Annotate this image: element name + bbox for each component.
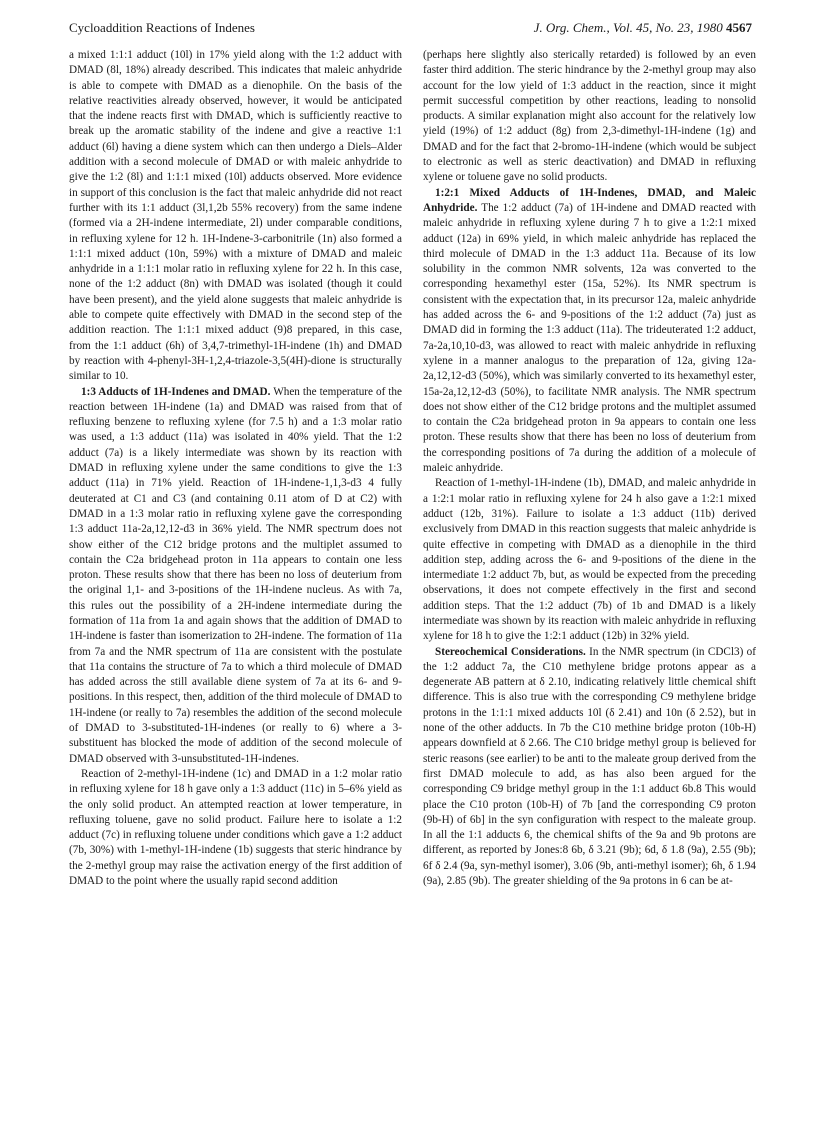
page-header: [69, 20, 752, 42]
paragraph: Reaction of 2-methyl-1H-indene (1c) and DMAD in a 1:2 molar ratio in refluxing xylene for 18 h gave only a 1:3 adduct (11c) in 5–6% yield as the only solid product. An attempted reaction at lower temperature, in refluxing toluene, gave no solid product. Failure here to isolate a 1:2 adduct (7c) in refluxing toluene under conditions which gave a 1:2 adduct (7b, 30%) with 1-methyl-1H-indene (1b) suggests that steric hindrance by the 2-methyl group may raise the activation energy of the first addition of DMAD to the point where the usually rapid second addition: [69, 767, 402, 888]
running-title: Cycloaddition Reactions of Indenes: [69, 20, 255, 35]
section-paragraph: [423, 645, 756, 890]
paragraph-text: In the NMR spectrum (in CDCl3) of the 1:2 adduct 7a, the C10 methylene bridge protons appear as a degenerate AB pattern at δ 2.10, indicating relatively little chemical shift difference. This is also true with the corresponding C9 methylene bridge protons in the 1:1:1 mixed adducts 10l (δ 2.41) and 10n (δ 2.52), but in none of the other adducts. In 7b the C10 methine bridge proton (10b-H) appears downfield at δ 2.66. The C10 bridge methyl group is believed for steric reasons (see earlier) to be anti to the maleate group derived from the first DMAD molecule to add, as has also been argued for the corresponding C9 bridge methyl group in the 1:1 adduct 6b.8 This would place the C10 proton (10b-H) of 7b [and the corresponding C9 proton (9b-H) of 6b] in the syn configuration with respect to the maleate group. In all the 1:1 adducts 6, the chemical shifts of the 9a and 9b protons are different, as reported by Jones:8 6b, δ 3.21 (9b); 6d, δ 1.8 (9a), 2.55 (9b); 6f δ 2.4 (9a, syn-methyl isomer), 3.06 (9b, anti-methyl isomer); 6h, δ 1.94 (9a), 2.85 (9b). The greater shielding of the 9a protons in 6 can be at-: [423, 645, 757, 888]
section-heading: 1:3 Adducts of 1H-Indenes and DMAD.: [81, 385, 271, 398]
left-column: [69, 48, 402, 889]
section-paragraph: [423, 186, 756, 477]
paragraph: Reaction of 1-methyl-1H-indene (1b), DMAD, and maleic anhydride in a 1:2:1 molar ratio in refluxing xylene for 24 h also gave a 1:2:1 mixed adduct (12b, 31%). Failure to isolate a 1:3 adduct (11b) derived exclusively from DMAD in this reaction suggests that maleic anhydride is quite effective in competing with DMAD as a dienophile in the third addition step, adding across the 6- and 9-positions of the diene in the intermediate 1:2 adduct 7b, but, as would be expected from the preceding observations, it does not compete effectively in the first and second addition steps. That the 1:2 adduct (7b) of 1b and DMAD is a likely intermediate was shown by its reaction with maleic anhydride in refluxing xylene for 18 h to give the 1:2:1 adduct (12b) in 32% yield.: [423, 477, 756, 643]
right-column: [423, 48, 756, 889]
paragraph-text: When the temperature of the reaction between 1H-indene (1a) and DMAD was raised from that of refluxing benzene to refluxing xylene (for 7.5 h) and a 1:3 molar ratio was used, a 1:3 adduct (11a) was isolated in 40% yield. That the 1:2 adduct (7a) is a likely intermediate was shown by its reaction with DMAD in refluxing xylene under the same conditions to give the 1:3 adduct (11a) in 71% yield. Reaction of 1H-indene-1,1,3-d3 4 fully deuterated at C1 and C3 (and containing 0.11 atom of D at C2) with DMAD in a 1:3 molar ratio in refluxing xylene gave the corresponding 1:3 adduct 11a-2a,12,12-d3 in 36% yield. The NMR spectrum does not show either of the C12 bridge protons and the multiplet assumed to contain the C2a bridgehead proton in 11a appears to contain one less proton. These results show that there has been no loss of deuterium from the original 1,1- and 3-positions of the 1H-indene nucleus. As with 7a, this rules out the possibility of a 2H-indene intermediate during the formation of 11a from 1a and again shows that the addition of DMAD to 1H-indene is faster than isomerization to 2H-indene. The formation of 11a from 7a and the NMR spectrum of 11a are consistent with the postulate that 11a contains the structure of 7a to which a third molecule of DMAD has added across the still available diene system of 7a at its 6- and 9-positions. In this respect, then, addition of the third molecule of DMAD to 1H-indene (or really to 7a) resembles the addition of the second molecule of DMAD to 3-substituted-1H-indenes (or really to 6) where a 3-substituent has blocked the mode of addition of the second molecule of DMAD observed with 3-unsubstituted-1H-indenes.: [69, 385, 402, 765]
journal-name: J. Org. Chem., Vol. 45, No. 23, 1980: [533, 20, 723, 35]
paragraph: (perhaps here slightly also sterically retarded) is followed by an even faster third addition. The steric hindrance by the 2-methyl group may also account for the low yield of 1:3 adduct in the reaction, since it might permit successful competition by other reactions, leading to nonsolid products. A similar explanation might also account for the relatively low yield (19%) of 1:2 adduct (8g) from 2,3-dimethyl-1H-indene (1g) and DMAD and for the fact that 2-bromo-1H-indene (which would be subject to electronic as well as steric deactivation) and DMAD in refluxing xylene or toluene gave no solid products.: [423, 49, 756, 184]
section-heading: 1:2:1 Mixed Adducts of 1H-Indenes, DMAD, and Maleic Anhydride.: [423, 186, 756, 214]
paragraph-text: The 1:2 adduct (7a) of 1H-indene and DMAD reacted with maleic anhydride in refluxing xylene during 7 h to give a 1:2:1 mixed adduct (12a) in 69% yield, in which maleic anhydride has replaced the third molecule of DMAD in the 1:3 adduct 11a. Because of its low solubility in the common NMR solvents, 12a was converted to the corresponding hexamethyl ester (15a, 52%). Its NMR spectrum is consistent with the expectation that, in its precursor 12a, maleic anhydride has added across the 6- and 9-positions of the 1:2 adduct (7a) just as DMAD did in forming the 1:3 adduct (11a). The trideuterated 1:2 adduct, 7a-2a,10,10-d3, was allowed to react with maleic anhydride in refluxing xylene in a manner analogus to the preparation of 12a, giving 12a-2a,12,12-d3 (50%), which was similarly converted to its hexamethyl ester, 15a-2a,12,12-d3 (50%), to facilitate NMR analysis. The NMR spectrum does not show either of the C12 bridge protons and the multiplet assumed to contain the C2a bridgehead proton in 9a appears to contain one less proton. These results show that there has been no loss of deuterium from the corresponding positions of 7a during the addition of a molecule of maleic anhydride.: [423, 201, 756, 475]
journal-citation: [534, 20, 752, 36]
paragraph: a mixed 1:1:1 adduct (10l) in 17% yield along with the 1:2 adduct with DMAD (8l, 18%) already described. This indicates that maleic anhydride is able to compete with DMAD as a dienophile. On the basis of the relative reactivities already observed, however, it would be anticipated that the indene reacts first with DMAD, which is sufficiently reactive to break up the aromatic stability of the indene and give a reactive 1:1 adduct (6l) having a diene system which can then undergo a Diels–Alder addition with a second molecule of DMAD or with maleic anhydride to give the 1:2 (8l) and 1:1:1 mixed (10l) adducts observed. More evidence in support of this conclusion is the fact that maleic anhydride did not react further with its 1:1 adduct (3l,1,2b 55% recovery) from the same indene (formed via a 2H-indene intermediate, 2l) under comparable conditions, in refluxing xylene for 12 h. 1H-Indene-3-carbonitrile (1n) also formed a 1:1:1 mixed adduct (10n, 59%) with a mixture of DMAD and maleic anhydride in a 1:1:1 molar ratio in refluxing xylene for 22 h. In this case, none of the 1:2 adduct (8n) with DMAD was isolated (though it could have been present), and the yield alone suggests that maleic anhydride is able to compete quite effectively with DMAD in the second step of the addition reaction. The 1:1:1 mixed adduct (9)8 prepared, in this case, from the 1:1 adduct (6h) of 3,4,7-trimethyl-1H-indene (1h) and DMAD by reaction with 4-phenyl-3H-1,2,4-triazole-3,5(4H)-dione is structurally similar to 10.: [69, 49, 402, 383]
page-number: 4567: [726, 20, 752, 35]
section-paragraph: [69, 385, 402, 767]
section-heading: Stereochemical Considerations.: [435, 645, 586, 658]
